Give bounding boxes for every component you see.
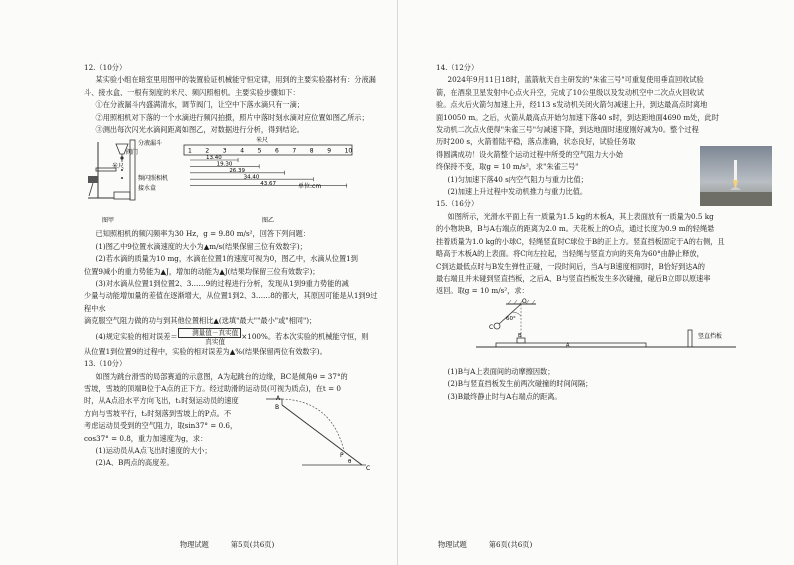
q15-figure	[436, 298, 781, 366]
distance-lines	[190, 155, 347, 191]
ruler-tick-label: 6	[275, 147, 279, 155]
q12-step2: ②用照相机对下落的一个水滴进行频闪拍摄，照片中落时刻水滴对应位置如图乙所示；	[95, 112, 369, 122]
label-point-p: P	[340, 451, 344, 459]
q13-part1: (1)运动员从A点飞出时速度的大小；	[95, 445, 212, 455]
label-box: 接水盒	[138, 185, 157, 193]
ruler-tick-label: 2	[205, 147, 210, 155]
label-ruler: 米尺	[112, 163, 125, 171]
ruler-ticks	[188, 148, 352, 155]
q13-line6: cos37° = 0.8，重力加速度为g，求：	[84, 433, 208, 443]
q13-slope-figure	[262, 395, 372, 475]
relative-error-fraction: $\frac{\text{测量值－真实值}}{\text{真实值}}$	[178, 328, 242, 346]
ruler-tick-label: 8	[309, 147, 314, 155]
answer-blank-5[interactable]: ▲	[229, 346, 236, 356]
footer-subject: 物理试题	[180, 540, 209, 549]
trajectory-arc	[282, 399, 344, 451]
ruler-tick-label: 3	[222, 147, 227, 155]
q15-part1: (1)B与A上表面间的动摩擦因数；	[447, 366, 555, 376]
ruler-tick-label: 5	[257, 147, 262, 155]
page-6-content	[436, 62, 781, 403]
ruler-tick-label: 10	[344, 147, 353, 155]
valve-icon	[120, 157, 123, 160]
q12-intro: 某实验小组在暗室里用图甲的装置验证机械能守恒定律，用到的主要实验器材有：分液漏斗、接水盒、一根有刻度的米尺、频闪照相机。主要实验步骤如下：	[84, 75, 376, 97]
label-unit: 单位:cm	[298, 183, 322, 191]
q12-given: 已知照相机的频闪频率为30 Hz，g = 9.80 m/s²，回答下列问题：	[95, 229, 311, 239]
q14-line3: 验。点火后火箭匀加速上升，经113 s发动机关闭火箭匀减速上升，到达最高点时离地	[436, 100, 708, 110]
distance-label: 13.40	[206, 155, 222, 162]
footer-page-number: 第5页(共6页)	[230, 540, 275, 549]
caption-yi: 图乙	[262, 217, 275, 225]
q15-line5: C到达最低点时与B发生弹性正碰，一段时间后，当A与B速度相同时，B恰好到达A的	[436, 261, 705, 271]
q14-part2: (2)加速上升过程中发动机推力与重力比值。	[447, 187, 588, 197]
distance-label: 19.30	[216, 162, 233, 169]
label-point-o: O	[522, 297, 527, 305]
page-6	[397, 0, 794, 565]
q12-step1: ①在分液漏斗内盛满清水，调节阀门，让空中下落水滴只有一滴；	[95, 100, 304, 110]
ball-c-icon	[494, 323, 500, 329]
label-point-c: C	[366, 464, 371, 472]
q14-line5: 发动机二次点火使得"朱雀三号"匀减速下降，到达地面时速度刚好减为0。整个过程	[436, 125, 699, 135]
rocket-icon	[734, 160, 737, 180]
distance-label: 34.40	[243, 174, 260, 181]
q13-body	[84, 371, 384, 470]
q13-heading: 13.（10分）	[84, 359, 127, 369]
q14-line2: 箭，在酒泉卫星发射中心点火升空，完成了10公里级以及发动机空中二次点火回收试	[436, 87, 704, 97]
q15-collision-svg	[436, 298, 776, 366]
ruler-tick-label: 7	[292, 147, 297, 155]
q14-part1: (1)匀加速下落40 s内空气阻力与重力比值；	[447, 174, 588, 184]
label-angle: 60°	[506, 315, 516, 322]
q15-line4: 略高于木板A的上表面。将C向左拉起，当轻绳与竖直方向的夹角为60°由静止释放，	[436, 249, 704, 259]
q15-heading: 15.（16分）	[436, 199, 479, 209]
q12-part1: (1)图乙中9位置水滴速度的大小为▲m/s(结果保留三位有效数字)；	[95, 241, 307, 251]
q14-heading: 14.（12分）	[436, 63, 479, 72]
page-6-footer	[438, 540, 554, 550]
ruler-tick-label: 1	[188, 147, 192, 155]
q13-line1: 如图为跳台滑雪的局部赛道的示意图，A为起跳台的边缘，BC是倾角θ = 37°的	[95, 371, 348, 381]
answer-blank-2[interactable]: ▲	[160, 266, 166, 276]
plank-a	[496, 343, 646, 347]
q12-part3: (3)对水滴从位置1到位置2、3……9的过程进行分析，发现从1到9重力势能的减	[95, 279, 349, 289]
q14-line8: 终保持不变，取g = 10 m/s²，求"朱雀三号"	[436, 162, 579, 172]
footer-page-number: 第6页(共6页)	[488, 540, 533, 549]
q12-figure	[84, 136, 384, 228]
q12-part2-cont: 位置9减小的重力势能为▲J，增加的动能为▲J(结果均保留三位有效数字)；	[84, 266, 320, 276]
rocket-photo	[700, 146, 772, 206]
footer-subject: 物理试题	[438, 540, 467, 549]
q12-part4-cont: 从位置1到位置9的过程中，实验的相对误差为▲%(结果保留两位有效数字)。	[84, 346, 327, 356]
label-ruler-yi: 米尺	[256, 137, 269, 145]
label-valve: 阀门	[126, 149, 139, 157]
q14-line7: 得圆满成功！设火箭整个运动过程中所受的空气阻力大小始	[436, 149, 623, 159]
answer-blank-1[interactable]: ▲	[203, 241, 210, 251]
q13-part2: (2)A、B两点的高度差。	[95, 458, 174, 468]
label-funnel: 分液漏斗	[138, 140, 163, 148]
q12-part3-cont2: 滴克服空气阻力做的功与到其他位置相比▲(选填"最大""最小"或"相同")；	[84, 316, 317, 326]
distance-label: 43.67	[260, 181, 277, 188]
distance-label: 26.39	[229, 168, 246, 175]
q15-line1: 如图所示，光滑水平面上有一质量为1.5 kg的木板A，其上表面放有一质量为0.5 kg	[447, 211, 714, 221]
q13-line2: 雪坡，雪坡的顶端B位于A点的正下方。经过助滑的运动员(可视为质点)，在t = 0	[84, 383, 341, 393]
q15-line7: 返回。取g = 10 m/s²，求：	[436, 286, 529, 296]
label-camera: 频闪照相机	[138, 175, 169, 183]
q15-line2: 的小物块B，B与A右端点的距离为2.0 m。天花板上的O点，通过长度为0.9 m的轻绳悬	[436, 224, 715, 234]
q15-line6: 最右端且并未碰到竖直挡板，之后A、B与竖直挡板发生多次碰撞，碰后B立即以原速率	[436, 273, 711, 283]
q12-part4: (4)规定实验的相对误差＝ $\frac{\text{测量值－真实值}}{\text{真实值}}$ ×100%。若本次实验的机械能守恒，则	[95, 328, 369, 346]
q15-line3: 挂着质量为1.0 kg的小球C，轻绳竖直时C球位于B的正上方。竖直挡板固定于A的右侧，且	[436, 236, 725, 246]
q13-line5: 考虑运动员受到的空气阻力，取sin37° = 0.6，	[84, 421, 238, 431]
q14-line6: 历时200 s，火箭着陆平稳，落点准确，状态良好，试验任务取	[436, 137, 636, 147]
q14-line4: 面10050 m。之后，火箭从最高点开始匀加速下落40 s时，到达距地面4690 m处，此时	[436, 112, 719, 122]
q13-line3: 时，从A点沿水平方向飞出，t₁时刻运动员的速度	[84, 396, 239, 406]
page-5-footer	[180, 540, 296, 550]
ruler-tick-label: 9	[327, 147, 332, 155]
q14-body	[436, 74, 781, 198]
figure-yi	[184, 136, 352, 224]
label-wall: 竖直挡板	[698, 332, 723, 340]
q13-line4: 方向与雪坡平行，t₂时刻落到雪坡上的P点。不	[84, 408, 232, 418]
q12-heading: 12.（10分）	[84, 63, 127, 72]
q12-step3: ③测出每次闪光水滴间距离如图乙，对数据进行分析，得到结论。	[95, 125, 304, 135]
q15-part3: (3)B最终静止时与A右端点的距离。	[447, 391, 562, 401]
label-point-a: A	[276, 394, 281, 402]
q15-part2: (2)B与竖直挡板发生前两次碰撞的时间间隔；	[447, 379, 593, 389]
water-box-icon	[114, 192, 130, 199]
camera-icon	[88, 176, 98, 183]
label-ball-c: C	[489, 323, 494, 331]
figure-jia	[88, 139, 168, 224]
label-theta: θ	[348, 458, 352, 465]
answer-blank-3[interactable]: ▲	[219, 266, 225, 276]
page-5-content	[84, 62, 384, 470]
label-plank-a: A	[566, 342, 570, 349]
answer-blank-4[interactable]: ▲	[213, 316, 219, 326]
q12-part3-cont: 少量与动能增加量的差值在逐渐增大，从位置1到2、3……8的都大，其原因可能是从1到9过程中水	[84, 291, 378, 313]
q14-line1: 2024年9月11日18时，蓝箭航天自主研发的"朱雀三号"可重复使用垂直回收试验	[447, 75, 704, 85]
wall-baffle	[688, 330, 692, 347]
slope-bc	[282, 405, 362, 465]
q12-part2: (2)若水滴的质量为10 mg，水滴在位置1的速度可视为0，图乙中，水滴从位置1到	[95, 254, 358, 264]
caption-jia: 图甲	[102, 217, 115, 225]
ruler-tick-label: 4	[240, 147, 245, 155]
label-point-b: B	[275, 403, 280, 411]
q12-apparatus-svg	[84, 136, 384, 228]
label-block-b: B	[518, 332, 522, 339]
